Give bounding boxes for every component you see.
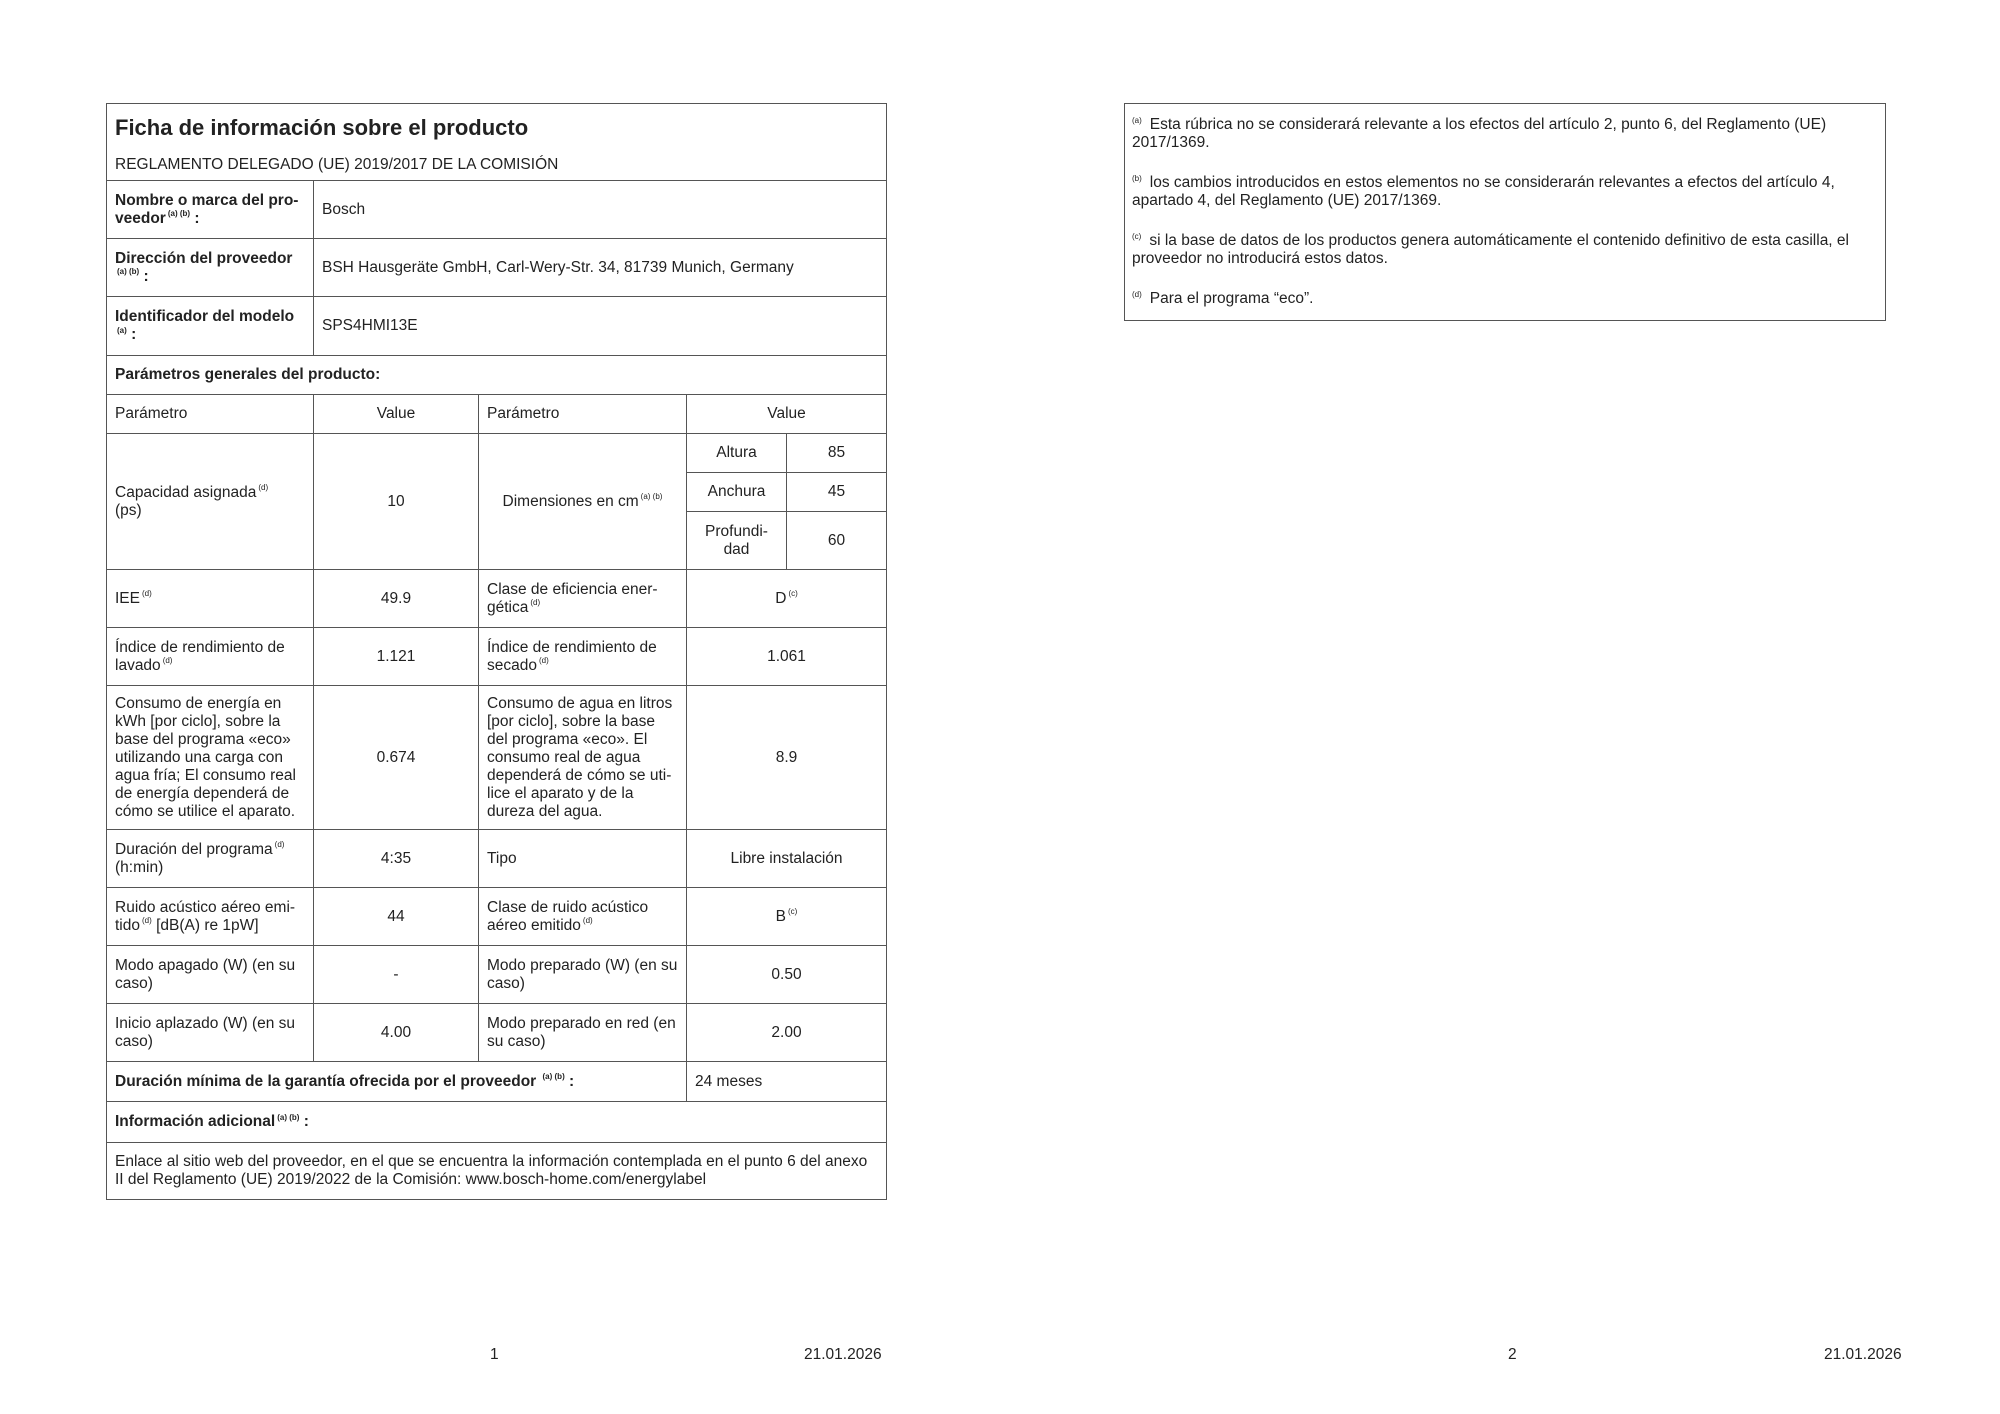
type-label: Tipo bbox=[479, 830, 687, 888]
additional-info-label-text: Información adicional bbox=[115, 1113, 276, 1130]
footnote-mark: (c) bbox=[1132, 231, 1142, 241]
page-number: 2 bbox=[1508, 1346, 1517, 1363]
footnote-ref: (d) bbox=[530, 598, 541, 608]
noise-label bbox=[107, 888, 314, 946]
footnote-ref: (d) bbox=[142, 916, 152, 926]
noise-label-text: Ruido acústico aéreo emi-tido bbox=[115, 898, 296, 934]
duration-unit: (h:min) bbox=[115, 858, 164, 876]
table-row bbox=[107, 1004, 887, 1062]
table-row bbox=[107, 888, 887, 946]
capacity-label-text: Capacidad asignada bbox=[115, 483, 257, 501]
energy-class-label-text: Clase de eficiencia ener-gética bbox=[487, 580, 658, 616]
footnote-ref: (a) (b) bbox=[167, 209, 191, 219]
supplier-row: Nombre o marca del pro-veedor $^{(a) (b)}$ : Bosch bbox=[107, 181, 887, 239]
additional-info-row bbox=[107, 1102, 887, 1143]
table-row bbox=[107, 628, 887, 686]
model-value: SPS4HMI13E bbox=[314, 297, 887, 356]
model-row: Identificador del modelo $^{(a)}$ : SPS4HMI13E bbox=[107, 297, 887, 356]
additional-info-text-row bbox=[107, 1143, 887, 1200]
page-date: 21.01.2026 bbox=[1824, 1346, 1902, 1363]
model-label: Identificador del modelo bbox=[115, 308, 295, 325]
footnote-mark: (d) bbox=[1132, 289, 1142, 299]
footnote-ref: (a) (b) bbox=[277, 1112, 300, 1122]
standby-value: 0.50 bbox=[687, 946, 887, 1004]
footnote-item bbox=[1132, 116, 1878, 152]
noise-class-value bbox=[687, 888, 887, 946]
regulation-subtitle: REGLAMENTO DELEGADO (UE) 2019/2017 DE LA COMISIÓN bbox=[115, 156, 559, 173]
footnote-ref: (a) (b) bbox=[117, 267, 140, 277]
footnote-ref: (d) bbox=[141, 589, 152, 599]
supplier-value: Bosch bbox=[314, 181, 887, 239]
depth-value: 60 bbox=[787, 512, 887, 570]
dry-index-value: 1.061 bbox=[687, 628, 887, 686]
column-header-row bbox=[107, 395, 887, 434]
warranty-row bbox=[107, 1062, 887, 1102]
energy-class-value-text: D bbox=[775, 589, 787, 607]
energy-class-value bbox=[687, 570, 887, 628]
off-mode-label: Modo apagado (W) (en su caso) bbox=[107, 946, 314, 1004]
address-value: BSH Hausgeräte GmbH, Carl-Wery-Str. 34, 81739 Munich, Germany bbox=[314, 239, 887, 297]
page-2 bbox=[1000, 0, 2000, 1414]
width-value: 45 bbox=[787, 473, 887, 512]
column-header-value: Value bbox=[687, 395, 887, 434]
water-consumption-label: Consumo de agua en litros [por ciclo], sobre la base del programa «eco». El consumo real de agua dependerá de cómo se uti-lice el aparato y de la dureza del agua. bbox=[479, 686, 687, 830]
column-header-param: Parámetro bbox=[479, 395, 687, 434]
height-value: 85 bbox=[787, 434, 887, 473]
wash-index-label bbox=[107, 628, 314, 686]
general-params-heading: Parámetros generales del producto: bbox=[107, 356, 887, 395]
title-row bbox=[107, 104, 887, 181]
document-title: Ficha de información sobre el producto bbox=[115, 115, 529, 140]
address-label: Dirección del proveedor bbox=[115, 249, 293, 267]
width-label: Anchura bbox=[687, 473, 787, 512]
footnote-item bbox=[1132, 232, 1878, 268]
product-info-table bbox=[106, 103, 887, 1200]
page-date: 21.01.2026 bbox=[804, 1346, 882, 1363]
wash-index-value: 1.121 bbox=[314, 628, 479, 686]
footnote-ref: (d) bbox=[538, 656, 549, 666]
capacity-label bbox=[107, 434, 314, 570]
table-row bbox=[107, 946, 887, 1004]
footnote-item bbox=[1132, 290, 1878, 308]
page-number: 1 bbox=[490, 1346, 499, 1363]
footnote-ref: (a) bbox=[117, 325, 127, 335]
duration-label-text: Duración del programa bbox=[115, 840, 273, 858]
water-consumption-value: 8.9 bbox=[687, 686, 887, 830]
network-standby-label: Modo preparado en red (en su caso) bbox=[479, 1004, 687, 1062]
iee-label bbox=[107, 570, 314, 628]
network-standby-value: 2.00 bbox=[687, 1004, 887, 1062]
off-mode-value: - bbox=[314, 946, 479, 1004]
noise-class-value-text: B bbox=[775, 907, 787, 925]
energy-consumption-value: 0.674 bbox=[314, 686, 479, 830]
footnote-ref: (d) bbox=[582, 916, 593, 926]
wash-index-label-text: Índice de rendimiento de lavado bbox=[115, 638, 285, 674]
footnote-mark: (a) bbox=[1132, 115, 1142, 125]
type-value: Libre instalación bbox=[687, 830, 887, 888]
iee-label-text: IEE bbox=[115, 589, 140, 607]
noise-value: 44 bbox=[314, 888, 479, 946]
address-row: Dirección del proveedor $^{(a) (b)}$ : BSH Hausgeräte GmbH, Carl-Wery-Str. 34, 81739 Munich, Germany bbox=[107, 239, 887, 297]
standby-label: Modo preparado (W) (en su caso) bbox=[479, 946, 687, 1004]
dimensions-label-text: Dimensiones en cm bbox=[502, 492, 639, 510]
duration-value: 4:35 bbox=[314, 830, 479, 888]
footnote-ref: (d) bbox=[274, 840, 285, 850]
dry-index-label bbox=[479, 628, 687, 686]
column-header-param: Parámetro bbox=[107, 395, 314, 434]
footnote-ref: (d) bbox=[162, 656, 173, 666]
duration-label bbox=[107, 830, 314, 888]
noise-unit: [dB(A) re 1pW] bbox=[156, 916, 259, 934]
dry-index-label-text: Índice de rendimiento de secado bbox=[487, 638, 657, 674]
footnote-ref: (a) (b) bbox=[542, 1072, 565, 1082]
noise-class-label bbox=[479, 888, 687, 946]
noise-class-label-text: Clase de ruido acústico aéreo emitido bbox=[487, 898, 649, 934]
general-params-row bbox=[107, 356, 887, 395]
energy-consumption-label: Consumo de energía en kWh [por ciclo], sobre la base del programa «eco» utilizando una carga con agua fría; El consumo real de energía dependerá de cómo se utilice el aparato. bbox=[107, 686, 314, 830]
footnote-text: Esta rúbrica no se considerará relevante a los efectos del artículo 2, punto 6, del Reglamento (UE) 2017/1369. bbox=[1132, 116, 1827, 151]
footnote-ref: (a) (b) bbox=[640, 492, 663, 502]
footnote-ref: (d) bbox=[258, 483, 269, 493]
iee-value: 49.9 bbox=[314, 570, 479, 628]
footnote-text: si la base de datos de los productos genera automáticamente el contenido definitivo de esta casilla, el proveedor no introducirá estos datos. bbox=[1132, 232, 1849, 267]
depth-label: Profundi-dad bbox=[687, 512, 787, 570]
table-row bbox=[107, 830, 887, 888]
capacity-value: 10 bbox=[314, 434, 479, 570]
column-header-value: Value bbox=[314, 395, 479, 434]
height-label: Altura bbox=[687, 434, 787, 473]
delay-start-label: Inicio aplazado (W) (en su caso) bbox=[107, 1004, 314, 1062]
delay-start-value: 4.00 bbox=[314, 1004, 479, 1062]
dimensions-label bbox=[479, 434, 687, 570]
energy-class-label bbox=[479, 570, 687, 628]
warranty-label: Duración mínima de la garantía ofrecida por el proveedor $^{(a) (b)}$ : bbox=[107, 1062, 687, 1102]
footnote-item bbox=[1132, 174, 1878, 210]
footnote-ref: (c) bbox=[788, 589, 798, 599]
table-row bbox=[107, 570, 887, 628]
warranty-label-text: Duración mínima de la garantía ofrecida por el proveedor bbox=[115, 1072, 537, 1090]
capacity-unit: (ps) bbox=[115, 501, 142, 519]
additional-info-text: Enlace al sitio web del proveedor, en el que se encuentra la información contemplada en el punto 6 del anexo II del Reglamento (UE) 2019/2022 de la Comisión: www.bosch-home.com/energylabel bbox=[107, 1143, 887, 1200]
table-row bbox=[107, 434, 887, 473]
footnote-text: Para el programa “eco”. bbox=[1149, 290, 1314, 307]
footnotes-box bbox=[1124, 103, 1886, 321]
footnote-ref: (c) bbox=[788, 907, 798, 917]
warranty-value: 24 meses bbox=[687, 1062, 887, 1102]
supplier-label: Nombre o marca del pro-veedor bbox=[115, 191, 299, 227]
footnote-mark: (b) bbox=[1132, 173, 1142, 183]
footnote-text: los cambios introducidos en estos elementos no se considerarán relevantes a efectos del artículo 4, apartado 4, del Reglamento (UE) 2017/1369. bbox=[1132, 174, 1835, 209]
table-row bbox=[107, 686, 887, 830]
additional-info-label: Información adicional $^{(a) (b)}$ : bbox=[107, 1102, 887, 1143]
